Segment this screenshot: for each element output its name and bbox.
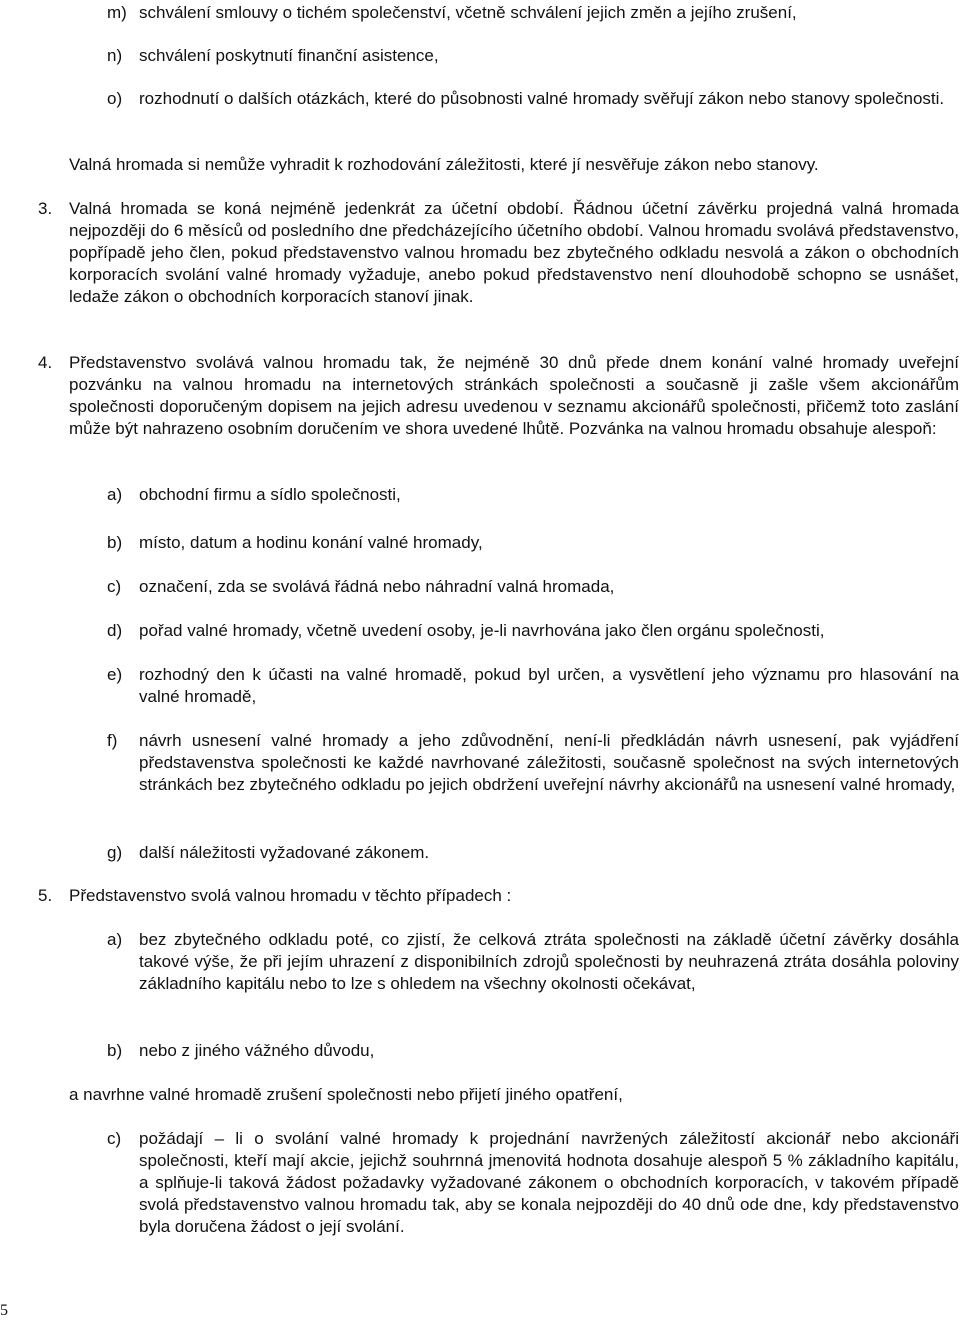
page-number: 5 <box>0 1302 8 1319</box>
section-number: 4. <box>38 353 53 372</box>
item-marker: g) <box>107 843 123 862</box>
item-marker: o) <box>107 89 123 108</box>
item-text: rozhodnutí o dalších otázkách, které do působnosti valné hromady svěřují zákon nebo stanovy společnosti. <box>139 89 945 108</box>
item-text: schválení smlouvy o tichém společenství, včetně schválení jejich změn a jejího zrušení, <box>139 3 797 22</box>
item-marker: a) <box>107 930 123 949</box>
item-marker: f) <box>107 731 118 750</box>
item-text: rozhodný den k účasti na valné hromadě, pokud byl určen, a vysvětlení jeho významu pro hlasování na valné hromadě, <box>139 665 959 706</box>
item-text: návrh usnesení valné hromady a jeho zdůvodnění, není-li předkládán návrh usnesení, pak vyjádření představenstva společnosti ke každé navrhované záležitosti, současně společnost na svých internetových stránkách bez zbytečného odkladu po jejich obdržení uveřejní návrhy akcionářů na usnesení valné hromady, <box>139 731 959 794</box>
paragraph-proposal: a navrhne valné hromadě zrušení společnosti nebo přijetí jiného opatření, <box>69 1085 623 1104</box>
item-marker: b) <box>107 1041 123 1060</box>
section-number: 3. <box>38 199 53 218</box>
item-text: obchodní firmu a sídlo společnosti, <box>139 485 401 504</box>
paragraph-restriction: Valná hromada si nemůže vyhradit k rozhodování záležitosti, které jí nesvěřuje zákon nebo stanovy. <box>69 155 819 174</box>
item-marker: d) <box>107 621 123 640</box>
item-text: další náležitosti vyžadované zákonem. <box>139 843 430 862</box>
item-text: místo, datum a hodinu konání valné hromady, <box>139 533 483 552</box>
section-text: Představenstvo svolá valnou hromadu v těchto případech : <box>69 886 512 905</box>
item-marker: n) <box>107 46 123 65</box>
section-number: 5. <box>38 886 53 905</box>
item-text: nebo z jiného vážného důvodu, <box>139 1041 375 1060</box>
item-marker: c) <box>107 577 122 596</box>
item-marker: c) <box>107 1129 122 1148</box>
item-text: schválení poskytnutí finanční asistence, <box>139 46 439 65</box>
item-marker: m) <box>107 3 127 22</box>
item-text: bez zbytečného odkladu poté, co zjistí, že celková ztráta společnosti na základě účetní závěrky dosáhla takové výše, že při jejím uhrazení z disponibilních zdrojů společnosti by neuhrazená ztráta dosáhla poloviny základního kapitálu nebo to lze s ohledem na všechny okolnosti očekávat, <box>139 930 959 993</box>
section-text: Představenstvo svolává valnou hromadu tak, že nejméně 30 dnů přede dnem konání valné hromady uveřejní pozvánku na valnou hromadu na internetových stránkách společnosti a současně ji zašle všem akcionářům společnosti doporučeným dopisem na jejich adresu uvedenou v seznamu akcionářů společnosti, přičemž toto zaslání může být nahrazeno osobním doručením ve shora uvedené lhůtě. Pozvánka na valnou hromadu obsahuje alespoň: <box>69 353 959 438</box>
item-text: požádají – li o svolání valné hromady k projednání navržených záležitostí akcionář nebo akcionáři společnosti, kteří mají akcie, jejichž souhrnná jmenovitá hodnota dosahuje alespoň 5 % základního kapitálu, a splňuje-li taková žádost požadavky vyžadované zákonem o obchodních korporacích, v takovém případě svolá představenstvo valnou hromadu tak, aby se konala nejpozději do 40 dnů ode dne, kdy představenstvo byla doručena žádost o její svolání. <box>139 1129 959 1236</box>
item-marker: b) <box>107 533 123 552</box>
item-text: označení, zda se svolává řádná nebo náhradní valná hromada, <box>139 577 615 596</box>
item-text: pořad valné hromady, včetně uvedení osoby, je-li navrhována jako člen orgánu společnosti, <box>139 621 825 640</box>
item-marker: e) <box>107 665 123 684</box>
section-text: Valná hromada se koná nejméně jedenkrát za účetní období. Řádnou účetní závěrku projedná valná hromada nejpozději do 6 měsíců od posledního dne předcházejícího účetního období. Valnou hromadu svolává představenstvo, popřípadě jeho člen, pokud představenstvo valnou hromadu bez zbytečného odkladu nesvolá a zákon o obchodních korporacích svolání valné hromady vyžaduje, anebo pokud představenstvo není dlouhodobě schopno se usnášet, ledaže zákon o obchodních korporacích stanoví jinak. <box>69 199 959 306</box>
item-marker: a) <box>107 485 123 504</box>
